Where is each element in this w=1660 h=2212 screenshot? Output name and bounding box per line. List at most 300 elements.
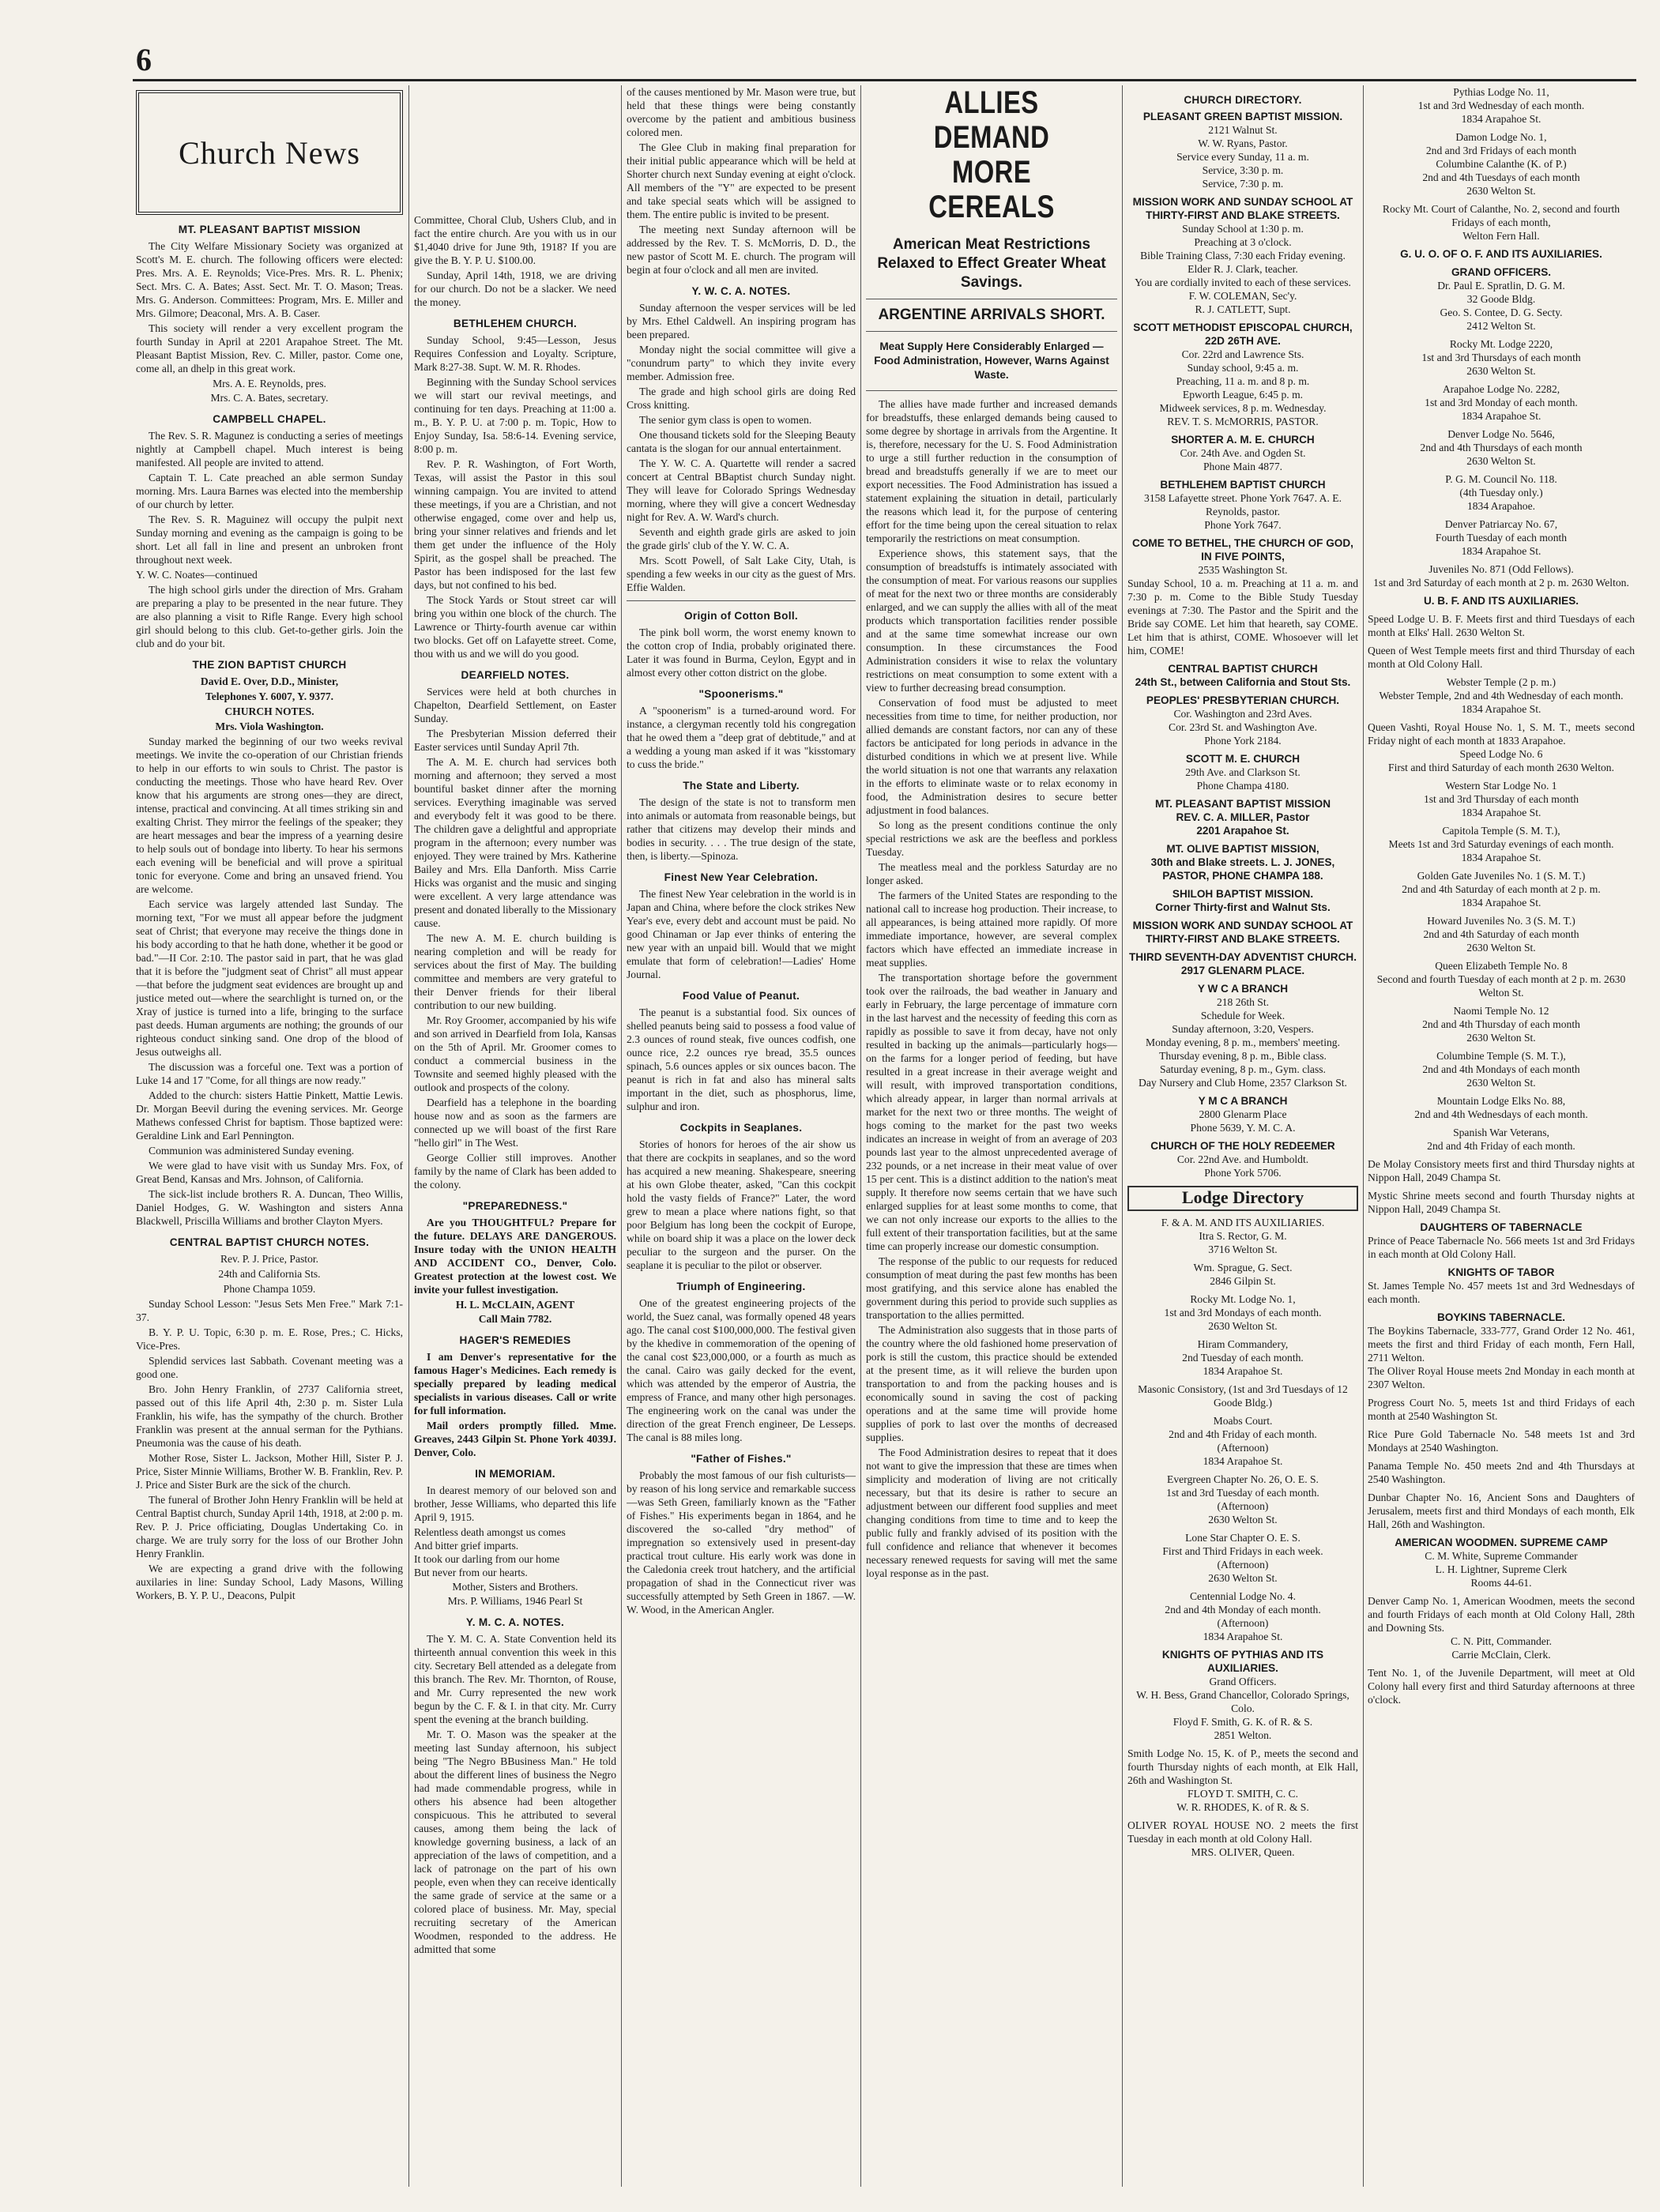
lodge-subheading: AMERICAN WOODMEN. SUPREME CAMP <box>1395 1537 1608 1548</box>
lodge-line: 1st and 3rd Monday of each month. <box>1425 397 1578 408</box>
paragraph: A "spoonerism" is a turned-around word. For instance, a clergyman recently told his congregation that he owed them a "deep grat of debtitude," and at a wedding a young man asked if it was "kisstomary to cuss the bride." <box>627 705 856 770</box>
lodge-line: C. M. White, Supreme Commander <box>1425 1550 1578 1562</box>
lodge-line: Spanish War Veterans, <box>1453 1127 1549 1138</box>
lodge-line: 1st and 3rd Mondays of each month. <box>1164 1307 1322 1319</box>
column-5 <box>1127 85 1358 2195</box>
section-heading: BETHLEHEM CHURCH. <box>453 318 578 329</box>
column-6 <box>1368 85 1635 2195</box>
directory-line: 2535 Washington St. <box>1198 564 1288 576</box>
poem-line: It took our darling from our home <box>414 1553 560 1565</box>
paragraph: Stories of honors for heroes of the air show us that there are cockpits in seaplanes, and so the word has acquired a new meaning. Shakespeare, sneering at his own Globe theater, asked, "Can this cockpit hold the vasty fields of France?" Later, the word grew to mean a place where nations fight, so that poor Belgium has long been the cockpit of Europe, while on board ship it was a place on the lower deck peculiar to the surgeon and the purser. On the seaplane it is peculiar to the pilot or observer. <box>627 1138 856 1271</box>
lodge-subheading: G. U. O. OF O. F. AND ITS AUXILIARIES. <box>1400 248 1602 260</box>
lodge-line: 2630 Welton St. <box>1466 365 1536 377</box>
directory-entry-name: SCOTT M. E. CHURCH <box>1185 753 1301 765</box>
lodge-line: Webster Temple, 2nd and 4th Wednesday of each month. <box>1379 690 1624 702</box>
lodge-line: OLIVER ROYAL HOUSE NO. 2 meets the first Tuesday in each month at old Colony Hall. <box>1127 1819 1358 1845</box>
directory-line: 218 26th St. <box>1216 996 1270 1008</box>
lodge-line: 2630 Welton St. <box>1466 185 1536 197</box>
directory-line: 2917 GLENARM PLACE. <box>1180 965 1305 976</box>
lodge-line: Fourth Tuesday of each month <box>1435 532 1568 544</box>
paragraph: We are expecting a grand drive with the following auxilaries in line: Sunday School, Lady Masons, Willing Workers, B. Y. P. U., Deacons, Pulpit <box>136 1563 403 1601</box>
column-rule <box>860 85 861 2187</box>
directory-line: Monday evening, 8 p. m., members' meeting. <box>1146 1036 1340 1048</box>
lodge-line: Columbine Calanthe (K. of P.) <box>1436 158 1567 170</box>
lodge-line: FLOYD T. SMITH, C. C. <box>1188 1788 1298 1800</box>
lodge-line: 2630 Welton St. <box>1466 942 1536 954</box>
paragraph: Mr. Roy Groomer, accompanied by his wife and son arrived in Dearfield from Iola, Kansas on the 5th of April. Mr. Groomer comes to conduct a commercial business in the Townsite and seemed highly pleased with the outlook and prospects of the colony. <box>414 1014 616 1093</box>
section-heading: Y. W. C. A. NOTES. <box>691 285 791 297</box>
directory-line: Cor. 24th Ave. and Ogden St. <box>1180 447 1306 459</box>
lodge-line: 2nd and 4th Saturday of each month <box>1423 928 1579 940</box>
lodge-line: P. G. M. Council No. 118. <box>1445 473 1557 485</box>
directory-entry-name: MT. OLIVE BAPTIST MISSION, <box>1166 843 1319 855</box>
directory-line: R. J. CATLETT, Supt. <box>1195 303 1291 315</box>
lodge-line: 1834 Arapahoe St. <box>1461 410 1541 422</box>
ad-signature: H. L. McCLAIN, AGENT <box>455 1299 575 1311</box>
paragraph: Rev. P. R. Washington, of Fort Worth, Texas, will assist the Pastor in this soul winning campaign. You are invited to attend these meetings, if you are a Christian, and not otherwise engaged, come over and help us, bring your sinner relatives and friends and let them get under the influence of the Holy Spirit, as the gospel shall be preached. The Pastor has been indisposed for the last few days, but not confined to his bed. <box>414 458 616 591</box>
lodge-line: Damon Lodge No. 1, <box>1455 131 1547 143</box>
lodge-line: 1834 Arapahoe St. <box>1461 807 1541 818</box>
paragraph: Monday night the social committee will give a "conundrum party" to which they invite every member. Admission free. <box>627 344 856 382</box>
directory-line: You are cordially invited to each of these services. <box>1135 276 1351 288</box>
paragraph: Each service was largely attended last Sunday. The morning text, "For we must all appear before the judgment seat of Christ; that everyone may receive the things done in his body according to that he hath done, whether it be good or bad."—II Cor. 2:10. The pastor said in part, that he was glad that it is before the "judgment seat of Christ" all must appear—that before the judgment seat evidences are brought up and justice meted out—where the searchlight is turned on, or the Xray of justice is turned into a life, bringing to the surface past deeds. Human arguments are nothing; the grounds of our righteous conduct sinking sand. One drop of the blood of Jesus outweighs all. <box>136 898 403 1058</box>
directory-entry-name: MISSION WORK AND SUNDAY SCHOOL AT THIRTY-FIRST AND BLAKE STREETS. <box>1132 196 1353 221</box>
headline: MORE CEREALS <box>928 155 1055 224</box>
lodge-line: 1834 Arapahoe St. <box>1461 897 1541 908</box>
lodge-line: Rocky Mt. Lodge No. 1, <box>1190 1293 1296 1305</box>
directory-line: Elder R. J. Clark, teacher. <box>1188 263 1298 275</box>
lodge-line: 32 Goode Bldg. <box>1466 293 1536 305</box>
lodge-subheading: GRAND OFFICERS. <box>1451 266 1552 278</box>
section-heading: Food Value of Peanut. <box>682 990 800 1002</box>
directory-line: Day Nursery and Club Home, 2357 Clarkson St. <box>1139 1077 1347 1089</box>
ad-text: I am Denver's representative for the famous Hager's Medicines. Each remedy is specially prepared by leading medical specialists in various diseases. Call or write for full information. <box>414 1351 616 1416</box>
paragraph: The new A. M. E. church building is nearing completion and will be ready for services about the first of May. The building committee and members are very grateful to their Denver friends for their liberal contribution to our new building. <box>414 932 616 1011</box>
directory-line: Schedule for Week. <box>1200 1010 1285 1021</box>
paragraph: Y. W. C. Noates—continued <box>136 569 258 581</box>
directory-line: Cor. 22rd and Lawrence Sts. <box>1181 348 1304 360</box>
section-heading: "Spoonerisms." <box>698 688 784 700</box>
subheading: Rev. P. J. Price, Pastor. <box>220 1253 319 1265</box>
lodge-line: Queen of West Temple meets first and third Thursday of each month at Old Colony Hall. <box>1368 645 1635 670</box>
lodge-line: Evergreen Chapter No. 26, O. E. S. <box>1167 1473 1319 1485</box>
paragraph: Splendid services last Sabbath. Covenant meeting was a good one. <box>136 1355 403 1380</box>
paragraph: Mr. T. O. Mason was the speaker at the meeting last Sunday afternoon, his subject being "The Negro BBusiness Man." He told about the different lines of business the Negro had made commendable progress, while in others his absence had been altogether conspicuous. This he attributed to several causes, among them being the lack of knowledge governing business, a lack of an appreciation of the laws of competition, and a lack of patronage on the part of his own people, even when they can receive identically the same grade of service at the same or a colored place of business. Mr. May, special recruiting secretary of the American Woodmen, responded to the address. He admitted that some <box>414 1729 616 1955</box>
paragraph: Beginning with the Sunday School services we will start our revival meetings, and continuing for ten days. Preaching at 11:00 a. m., B. Y. P. U. at 7:00 p. m. Topic, How to Enjoy Sunday, Isa. 58:6-14. Evening service, 8:00 p. m. <box>414 376 616 455</box>
subheading: 24th and California Sts. <box>218 1268 321 1280</box>
paragraph: The Rev. S. R. Maguinez will occupy the pulpit next Sunday morning and evening as the campaign is going to be short. Let all fall in line and present an unbroken front throughout next week. <box>136 514 403 566</box>
directory-line: Epworth League, 6:45 p. m. <box>1182 389 1304 401</box>
paragraph: One of the greatest engineering projects of the world, the Suez canal, was formally opened 48 years ago. The canal cost $100,000,000. The festival given by the khedive in commemoration of the opening of the canal cost $23,000,000, or a fourth as much as the canal. Cairo was gaily decked for the event, which was attended by the emperor of Austria, the empress of France, and many other high personages. The engineering work on the canal was under the direction of the great French engineer, De Lesseps. The canal is 88 miles long. <box>627 1297 856 1443</box>
poem-line: And bitter grief imparts. <box>414 1540 519 1552</box>
lodge-line: 2nd Tuesday of each month. <box>1182 1352 1304 1364</box>
section-heading: The State and Liberty. <box>683 780 800 792</box>
headline-deck: ARGENTINE ARRIVALS SHORT. <box>878 307 1105 323</box>
paragraph: Captain T. L. Cate preached an able sermon Sunday morning. Mrs. Laura Barnes was elected into the membership of our church by letter. <box>136 472 403 510</box>
paragraph: The grade and high school girls are doing Red Cross knitting. <box>627 386 856 411</box>
directory-line: Thursday evening, 8 p. m., Bible class. <box>1159 1050 1327 1062</box>
directory-entry-name: PEOPLES' PRESBYTERIAN CHURCH. <box>1146 694 1340 706</box>
paragraph: The allies have made further and increased demands for breadstuffs, these enlarged demands being caused to some degree by shortage in arrivals from the Argentine. It is, therefore, necessary for the U. S. Food Administration to urge a still further reduction in the consumption of bread and breadstuffs generally if we are to meet our export necessities. The Food Administration has issued a statement explaining the situation in detail, particularly the reasons which lead it, for the purpose of centering effort for the time being upon the cereal situation to relax temporarily the restrictions on meat consumption. <box>866 398 1117 544</box>
lodge-line: Hiram Commandery, <box>1197 1338 1289 1350</box>
subheading: David E. Over, D.D., Minister, <box>200 675 339 687</box>
lodge-line: St. James Temple No. 457 meets 1st and 3rd Wednesdays of each month. <box>1368 1280 1635 1305</box>
lodge-line: Denver Patriarcay No. 67, <box>1444 518 1558 530</box>
lodge-line: 3716 Welton St. <box>1208 1243 1278 1255</box>
paragraph: The Administration also suggests that in those parts of the country where the old fashioned home preservation of pork is still the custom, this practice should be extended at the present time, as it will relieve the burden upon transportation to and from the packing houses and is economically sound in saving the cost of packing operations and at the same time will provide home supplies of pork to last over the months of decreased supplies. <box>866 1324 1117 1443</box>
lodge-line: Mystic Shrine meets second and fourth Thursday nights at Nippon Hall, 2049 Champa St. <box>1368 1190 1635 1215</box>
lodge-line: Denver Camp No. 1, American Woodmen, meets the second and fourth Fridays of each month at Old Colony Hall, 28th and Downing Sts. <box>1368 1595 1635 1634</box>
section-heading: THE ZION BAPTIST CHURCH <box>192 659 347 671</box>
paragraph: The Food Administration desires to repeat that it does not want to give the impression that these are times when simplicity and moderation of living are not critically necessary, but that its desire is rather to secure an adjustment between our different food supplies and meet changing conditions from time to time and to keep the public fully and frankly advised of its position with the full confidence and reliance that whenever it becomes necessary renewed requests for saving will met the same loyal response as in the past. <box>866 1446 1117 1579</box>
lodge-line: C. N. Pitt, Commander. <box>1450 1635 1552 1647</box>
paragraph: Experience shows, this statement says, that the consumption of breadstuffs is intimately associated with the consumption of meat. For various reasons our supplies of meat for the next two or three months are considerably enlarged, and we can supply the allies with all of the meat products which transportation facilities render possible and at the same time somewhat increase our own consumption. In these circumstances the Food Administration considers it wise to relax the voluntary restrictions on meat consumption to some extent with a view to further decreasing bread consumption. <box>866 547 1117 694</box>
directory-line: 30th and Blake streets. L. J. JONES, PASTOR, PHONE CHAMPA 188. <box>1150 856 1335 882</box>
lodge-line: (Afternoon) <box>1217 1500 1269 1512</box>
lodge-line: 1st and 3rd Tuesday of each month. <box>1166 1487 1319 1499</box>
lodge-subheading: KNIGHTS OF PYTHIAS AND ITS AUXILIARIES. <box>1161 1649 1324 1674</box>
paragraph: The senior gym class is open to women. <box>639 414 812 426</box>
directory-line: 3158 Lafayette street. Phone York 7647. A. E. Reynolds, pastor. <box>1144 492 1342 517</box>
paragraph: The Presbyterian Mission deferred their Easter services until Sunday April 7th. <box>414 728 616 753</box>
lodge-line: Smith Lodge No. 15, K. of P., meets the second and fourth Thursday nights of each month, at Elk Hall, 26th and Washington St. <box>1127 1747 1358 1786</box>
directory-line: Sunday afternoon, 3:20, Vespers. <box>1172 1023 1314 1035</box>
column-rule <box>408 85 409 2187</box>
lodge-line: 1834 Arapahoe St. <box>1461 703 1541 715</box>
lodge-line: Welton Fern Hall. <box>1462 230 1540 242</box>
signature: Mrs. P. Williams, 1946 Pearl St <box>447 1595 583 1607</box>
paragraph: This society will render a very excellent program the fourth Sunday in April at 2201 Arapahoe Street. The Mt. Pleasant Baptist Mission, Rev. C. Miller, pastor. Come one, come all, an dhelp in this great work. <box>136 322 403 374</box>
paragraph: Sunday marked the beginning of our two weeks revival meetings. We invite the co-operation of our Christian friends to help in our efforts to win souls to Christ. The pastor is conducting the meetings. Those who have heard Rev. Over know that his arguments are strong ones—they are direct, intense, practical and convincing. At all times striking sin and exalting Christ. They mirror the feelings of the speaker; they are heart messages and bear the impress of a yearning desire to help souls out of bondage into liberty. To hear his sermons each evening will be beneficial and will prove a spiritual tonic for everyone. Come and bring an unsaved friend. You are welcome. <box>136 735 403 895</box>
section-heading: Finest New Year Celebration. <box>664 871 819 883</box>
directory-line: Service every Sunday, 11 a. m. <box>1176 151 1309 163</box>
lodge-line: Panama Temple No. 450 meets 2nd and 4th Thursdays at 2540 Washington. <box>1368 1460 1635 1485</box>
lodge-line: 2nd and 3rd Fridays of each month <box>1425 145 1577 156</box>
directory-line: Phone 5639, Y. M. C. A. <box>1190 1122 1296 1134</box>
lodge-line: Lone Star Chapter O. E. S. <box>1185 1532 1301 1544</box>
lodge-line: The Boykins Tabernacle, 333-777, Grand Order 12 No. 461, meets the first and third Friday of each month, Fern Hall, 2711 Welton. <box>1368 1325 1635 1364</box>
lodge-line: W. R. RHODES, K. of R. & S. <box>1176 1801 1309 1813</box>
directory-line: REV. C. A. MILLER, Pastor <box>1176 811 1310 823</box>
lodge-line: MRS. OLIVER, Queen. <box>1191 1846 1295 1858</box>
paragraph: of the causes mentioned by Mr. Mason were true, but held that these things were being constantly overcome by the patient and ambitious business colored men. <box>627 86 856 138</box>
lodge-subheading: KNIGHTS OF TABOR <box>1447 1266 1555 1278</box>
directory-line: Cor. Washington and 23rd Aves. <box>1173 708 1312 720</box>
lodge-line: 2nd and 4th Wednesdays of each month. <box>1414 1108 1588 1120</box>
lodge-subheading: DAUGHTERS OF TABERNACLE <box>1420 1221 1583 1233</box>
lodge-line: Naomi Temple No. 12 <box>1453 1005 1549 1017</box>
separator <box>866 331 1117 332</box>
directory-entry-name: SHILOH BAPTIST MISSION. <box>1172 888 1314 900</box>
directory-line: 2121 Walnut St. <box>1208 124 1278 136</box>
directory-entry-name: CENTRAL BAPTIST CHURCH <box>1168 663 1318 675</box>
lodge-line: Juveniles No. 871 (Odd Fellows). <box>1429 563 1574 575</box>
directory-line: Cor. 23rd St. and Washington Ave. <box>1169 721 1317 733</box>
paragraph: Mrs. Scott Powell, of Salt Lake City, Utah, is spending a few weeks in our city as the guest of Mrs. Effie Walden. <box>627 555 856 593</box>
lodge-line: The Oliver Royal House meets 2nd Monday in each month at 2307 Welton. <box>1368 1365 1635 1390</box>
lodge-line: 2nd and 4th Mondays of each month <box>1422 1063 1580 1075</box>
ad-text: Mail orders promptly filled. Mme. Greaves, 2443 Gilpin St. Phone York 4039J. Denver, Colo. <box>414 1420 616 1458</box>
lodge-line: 2630 Welton St. <box>1208 1320 1278 1332</box>
lodge-line: Masonic Consistory, (1st and 3rd Tuesdays of 12 Goode Bldg.) <box>1138 1383 1348 1409</box>
directory-entry-name: MT. PLEASANT BAPTIST MISSION <box>1154 798 1331 810</box>
lodge-line: 1834 Arapahoe St. <box>1203 1365 1283 1377</box>
lodge-line: 2630 Welton St. <box>1466 1077 1536 1089</box>
paragraph: The meeting next Sunday afternoon will be addressed by the Rev. T. S. McMorris, D. D., the new pastor of Scott M. E. church. The program will begin at four o'clock and all men are invited. <box>627 224 856 276</box>
lodge-line: Meets 1st and 3rd Saturday evenings of each month. <box>1388 838 1614 850</box>
lodge-line: Western Star Lodge No. 1 <box>1445 780 1557 792</box>
section-heading: IN MEMORIAM. <box>475 1468 555 1480</box>
church-news-title: Church News <box>179 134 360 171</box>
directory-line: Service, 7:30 p. m. <box>1202 178 1284 190</box>
section-heading: "Father of Fishes." <box>691 1453 792 1465</box>
lodge-line: L. H. Lightner, Supreme Clerk <box>1435 1563 1568 1575</box>
directory-entry-name: CHURCH OF THE HOLY REDEEMER <box>1150 1140 1335 1152</box>
directory-line: Phone York 7647. <box>1204 519 1282 531</box>
paragraph: Conservation of food must be adjusted to meet necessities from time to time, for neither production, nor allied demands are constant factors, nor can any of these factors be anticipated for long periods in advance in the disturbed conditions in which we at present live. While the world situation is not one that warrants any relaxation in the efforts to eliminate waste or to relax economy in food, the Administration desires to secure better adjustment in food balances. <box>866 697 1117 816</box>
paragraph: In dearest memory of our beloved son and brother, Jesse Williams, who departed this life April 9, 1915. <box>414 1484 616 1523</box>
lodge-line: 1834 Arapahoe St. <box>1203 1455 1283 1467</box>
lodge-line: Second and fourth Tuesday of each month at 2 p. m. 2630 Welton St. <box>1376 973 1626 999</box>
paragraph: The pink boll worm, the worst enemy known to the cotton crop of India, probably originated there. Later it was found in Burma, Ceylon, Egypt and in almost every other cotton district on the globe. <box>627 626 856 679</box>
lodge-directory-banner <box>1127 1186 1358 1211</box>
directory-line: Sunday School, 10 a. m. Preaching at 11 a. m. and 7:30 p. m. Come to the Bible Study Tuesday evenings at 7:30. The Pastor and the Spirit and the Bride say COME. Let him that heareth, say COME. Let him that is athirst, COME. Whosoever will let him, COME! <box>1127 577 1358 656</box>
column-3 <box>627 85 856 2195</box>
lodge-line: (Afternoon) <box>1217 1442 1269 1454</box>
paragraph: The meatless meal and the porkless Saturday are no longer asked. <box>866 861 1117 886</box>
directory-line: Phone Main 4877. <box>1203 461 1283 472</box>
directory-line: Saturday evening, 8 p. m., Gym. class. <box>1160 1063 1326 1075</box>
lodge-line: Howard Juveniles No. 3 (S. M. T.) <box>1427 915 1575 927</box>
paragraph: The Stock Yards or Stout street car will bring you within one block of the church. The Lawrence or Thirty-fourth avenue car within two blocks. Get off on Lafayette street. Come, thou with us and we will do you good. <box>414 594 616 660</box>
paragraph: The finest New Year celebration in the world is in Japan and China, where before the clock strikes New Year's eve, every debt and account must be paid. No good Chinaman or Jap ever thinks of entering the new year with an unpaid bill. Would that we might emulate that form of celebration!—Ladies' Home Journal. <box>627 888 856 980</box>
ad-heading: HAGER'S REMEDIES <box>459 1334 571 1346</box>
lodge-line: Rocky Mt. Court of Calanthe, No. 2, second and fourth Fridays of each month, <box>1382 203 1620 228</box>
lodge-line: 2851 Welton. <box>1214 1729 1272 1741</box>
directory-entry-name: SHORTER A. M. E. CHURCH <box>1171 434 1315 446</box>
lodge-line: (Afternoon) <box>1217 1559 1269 1571</box>
column-1 <box>136 85 403 2195</box>
lodge-line: 1834 Arapahoe St. <box>1461 545 1541 557</box>
top-rule <box>133 79 1636 81</box>
paragraph: One thousand tickets sold for the Sleeping Beauty cantata is the slogan for our annual entertainment. <box>627 429 856 454</box>
directory-entry-name: SCOTT METHODIST EPISCOPAL CHURCH, 22D 26TH AVE. <box>1133 322 1353 347</box>
lodge-line: Progress Court No. 5, meets 1st and third Fridays of each month at 2540 Washington St. <box>1368 1397 1635 1422</box>
subheading: CHURCH NOTES. <box>224 705 314 717</box>
paragraph: The discussion was a forceful one. Text was a portion of Luke 14 and 17 "Come, for all things are now ready." <box>136 1061 403 1086</box>
lodge-line: 1st and 3rd Thursday of each month <box>1423 793 1579 805</box>
directory-line: 2201 Arapahoe St. <box>1196 825 1289 837</box>
headline-deck: Meat Supply Here Considerably Enlarged — Food Administration, However, Warns Against Waste. <box>874 340 1109 381</box>
directory-line: Phone York 5706. <box>1204 1167 1282 1179</box>
signature: Mother, Sisters and Brothers. <box>452 1581 578 1593</box>
directory-line: 2800 Glenarm Place <box>1199 1108 1287 1120</box>
directory-line: Cor. 22nd Ave. and Humboldt. <box>1176 1153 1309 1165</box>
lodge-line: Queen Vashti, Royal House No. 1, S. M. T., meets second Friday night of each month at 1833 Arapahoe. <box>1368 721 1635 747</box>
lodge-line: Dr. Paul E. Spratlin, D. G. M. <box>1437 280 1565 292</box>
directory-line: Bible Training Class, 7:30 each Friday evening. <box>1140 250 1346 261</box>
paragraph: The peanut is a substantial food. Six ounces of shelled peanuts being said to possess a food value of 2.3 ounces of round steak, five ounces codfish, one ounce rice, 2.2 ounces rye bread, 35.5 ounces spinach, 5.6 ounces apples or six ounces bacon. The peanut is rich in fat and also has mineral salts important in the diet, such as phosphorus, lime, sulphur and iron. <box>627 1006 856 1112</box>
paragraph: Seventh and eighth grade girls are asked to join the grade girls' club of the Y. W. C. A. <box>627 526 856 551</box>
lodge-line: 1834 Arapahoe. <box>1466 500 1536 512</box>
lodge-line: 1st and 3rd Thursdays of each month <box>1421 352 1581 363</box>
lodge-line: Rice Pure Gold Tabernacle No. 548 meets 1st and 3rd Mondays at 2540 Washington. <box>1368 1428 1635 1454</box>
paragraph: The high school girls under the direction of Mrs. Graham are preparing a play to be presented in the near future. They are also planning a visit to Rifle Range. Every high school girl should belong to this club. Get-to-gether girls. Join the club and do your bit. <box>136 584 403 649</box>
headline-deck: American Meat Restrictions Relaxed to Effect Greater Wheat Savings. <box>877 236 1106 291</box>
directory-entry-name: Y M C A BRANCH <box>1198 1095 1288 1107</box>
lodge-line: Speed Lodge U. B. F. Meets first and third Tuesdays of each month at Elks' Hall. 2630 Welton St. <box>1368 613 1635 638</box>
paragraph: So long as the present conditions continue the only special restrictions we ask are the beefless and porkless Tuesday. <box>866 819 1117 858</box>
ad-heading: "PREPAREDNESS." <box>462 1200 568 1212</box>
directory-entry-name: PLEASANT GREEN BAPTIST MISSION. <box>1142 111 1343 122</box>
section-heading: Triumph of Engineering. <box>676 1281 806 1292</box>
lodge-line: 1st and 3rd Wednesday of each month. <box>1417 100 1585 111</box>
section-heading: Y. M. C. A. NOTES. <box>465 1616 565 1628</box>
paragraph: The Y. M. C. A. State Convention held its thirteenth annual convention this week in this city. Secretary Bell attended as a delegate from this branch. The Rev. Mr. Thornton, of Rouse, and Mr. Curry represented the new work begun by the C. F. & I. in that city. Mr. Curry spent the evening at the branch building. <box>414 1633 616 1725</box>
subheading: Mrs. Viola Washington. <box>215 720 324 732</box>
lodge-line: Mountain Lodge Elks No. 88, <box>1436 1095 1566 1107</box>
directory-line: Phone York 2184. <box>1204 735 1282 747</box>
paragraph: Sunday School, 9:45—Lesson, Jesus Requires Confession and Loyalty. Scripture, Mark 8:27-38. Supt. W. M. R. Rhodes. <box>414 334 616 373</box>
lodge-line: (Afternoon) <box>1217 1617 1269 1629</box>
directory-entry-name: COME TO BETHEL, THE CHURCH OF GOD, IN FIVE POINTS, <box>1132 537 1353 562</box>
separator <box>866 390 1117 391</box>
paragraph: Services were held at both churches in Chapelton, Dearfield Settlement, on Easter Sunday. <box>414 686 616 724</box>
lodge-line: 2nd and 4th Friday of each month. <box>1427 1140 1575 1152</box>
lodge-line: 2nd and 4th Monday of each month. <box>1165 1604 1321 1616</box>
lodge-line: 1st and 3rd Saturday of each month at 2 p. m. 2630 Welton. <box>1373 577 1629 589</box>
section-heading: Cockpits in Seaplanes. <box>679 1122 803 1134</box>
paragraph: The transportation shortage before the government took over the railroads, the bad weather in January and early in February, the large percentage of immature corn in the last harvest and the necessity of feeding this corn as rapidly as possible to save it from decay, have not only resulted in backing up the animals—particularly hogs—on the farms for a longer period of feeding, but have resulted in a great increase in their average weight and will result, with improved transportation conditions, which already appear, in larger than normal arrivals at market for the next two or three months. The weight of hogs coming to the market for the past two weeks indicates an increase in weight of from an average of 203 pounds last year to the almost unprecedented average of 232 pounds, or a net increase in their meat value of over 15 per cent. This is a distinct addition to the nation's meat supply. It therefore now seems certain that we have such enlarged supplies for at least some months to come, that we can not only increase our exports to the allies to the full extent of their transportation facilities, but at the same time can properly increase our domestic consumption. <box>866 972 1117 1252</box>
lodge-line: Golden Gate Juveniles No. 1 (S. M. T.) <box>1417 870 1586 882</box>
paragraph: B. Y. P. U. Topic, 6:30 p. m. E. Rose, Pres.; C. Hicks, Vice-Pres. <box>136 1326 403 1352</box>
lodge-line: W. H. Bess, Grand Chancellor, Colorado Springs, Colo. <box>1136 1689 1349 1714</box>
lodge-line: Floyd F. Smith, G. K. of R. & S. <box>1173 1716 1313 1728</box>
lodge-line: Grand Officers. <box>1209 1676 1277 1687</box>
ad-text: Are you THOUGHTFUL? Prepare for the future. DELAYS ARE DANGEROUS. Insure today with the UNION HEALTH AND ACCIDENT CO., Denver, Colo. Greatest protection at the lowest cost. We invite your fullest investigation. <box>414 1217 616 1296</box>
directory-line: Preaching at 3 o'clock. <box>1194 236 1292 248</box>
lodge-line: Geo. S. Contee, D. G. Secty. <box>1440 307 1563 318</box>
directory-line: Corner Thirty-first and Walnut Sts. <box>1155 901 1331 913</box>
paragraph: The Y. W. C. A. Quartette will render a sacred concert at Central BBaptist church Sunday night. They will leave for Colorado Springs Wednesday morning, where they will give a concert Wednesday night for Rev. A. W. Ward's church. <box>627 457 856 523</box>
lodge-line: Queen Elizabeth Temple No. 8 <box>1435 960 1568 972</box>
directory-line: Service, 3:30 p. m. <box>1202 164 1284 176</box>
signature: Mrs. A. E. Reynolds, pres. <box>213 378 326 389</box>
lodge-line: 2630 Welton St. <box>1208 1572 1278 1584</box>
column-4 <box>866 85 1117 2195</box>
subheading: Phone Champa 1059. <box>223 1283 316 1295</box>
lodge-line: Wm. Sprague, G. Sect. <box>1193 1262 1293 1273</box>
paragraph: Added to the church: sisters Hattie Pinkett, Mattie Lewis. Dr. Morgan Beevil during the evening services. Mr. George Mathews confessed Christ for baptism. Those baptized were: Geraldine Link and Earl Pennington. <box>136 1089 403 1142</box>
directory-line: W. W. Ryans, Pastor. <box>1198 137 1288 149</box>
paragraph: The sick-list include brothers R. A. Duncan, Theo Willis, Daniel Hodges, G. W. Washington and sisters Anna Blackwell, Priscilla Williams and brother Clayton Myers. <box>136 1188 403 1227</box>
paragraph: Sunday School Lesson: "Jesus Sets Men Free." Mark 7:1-37. <box>136 1298 403 1323</box>
lodge-line: 2nd and 4th Thursdays of each month <box>1420 442 1583 453</box>
lodge-line: 2nd and 4th Friday of each month. <box>1169 1428 1317 1440</box>
paragraph: The response of the public to our requests for reduced consumption of meat during the past few months has been most gratifying, and this service alone has enabled the government during this period to provide such supplies as transportation to the allies permitted. <box>866 1255 1117 1321</box>
column-rule <box>1363 85 1364 2187</box>
lodge-line: Arapahoe Lodge No. 2282, <box>1442 383 1560 395</box>
paragraph: Mother Rose, Sister L. Jackson, Mother Hill, Sister P. J. Price, Sister Minnie Williams, Brother W. B. Franklin, Rev. P. J. Price and Sister Burk are the sick of the church. <box>136 1452 403 1491</box>
section-heading: DEARFIELD NOTES. <box>461 669 570 681</box>
directory-line: REV. T. S. McMORRIS, PASTOR. <box>1167 416 1319 427</box>
paragraph: We were glad to have visit with us Sunday Mrs. Fox, of Great Bend, Kansas and Mrs. Johnson, of California. <box>136 1160 403 1185</box>
signature: Mrs. C. A. Bates, secretary. <box>210 392 329 404</box>
page-number: 6 <box>136 42 152 77</box>
directory-line: Preaching, 11 a. m. and 8 p. m. <box>1176 375 1310 387</box>
lodge-line: Webster Temple (2 p. m.) <box>1446 676 1556 688</box>
directory-title: CHURCH DIRECTORY. <box>1184 94 1302 106</box>
directory-line: 29th Ave. and Clarkson St. <box>1185 766 1301 778</box>
paragraph: Committee, Choral Club, Ushers Club, and in fact the entire church. Are you with us in our $1,4040 drive for June 9th, 1918? If you are give the B. Y. P. U. $100.00. <box>414 214 616 266</box>
subheading: Telephones Y. 6007, Y. 9377. <box>205 690 334 702</box>
paragraph: Bro. John Henry Franklin, of 2737 California street, passed out of this life April 4th, 2:30 p. m. Sister Lula Franklin, his wife, has the sympathy of the church. Brother Franklin was present at the annual serman for the Pythians. Pneumonia was the cause of his death. <box>136 1383 403 1449</box>
directory-line: Sunday school, 9:45 a. m. <box>1187 362 1299 374</box>
directory-line: Sunday School at 1:30 p. m. <box>1182 223 1304 235</box>
paragraph: The funeral of Brother John Henry Franklin will be held at Central Baptist church, Sunday April 14th, 1918, at 2:00 p. m. Rev. P. J. Price officiating, Douglas Undertaking Co. in charge. We are truly sorry for the loss of our Brother John Henry Franklin. <box>136 1494 403 1559</box>
directory-line: Midweek services, 8 p. m. Wednesday. <box>1159 402 1327 414</box>
section-heading: CENTRAL BAPTIST CHURCH NOTES. <box>169 1236 370 1248</box>
lodge-line: Prince of Peace Tabernacle No. 566 meets 1st and 3rd Fridays in each month at Old Colony Hall. <box>1368 1235 1635 1260</box>
lodge-line: 2nd and 4th Tuesdays of each month <box>1422 171 1580 183</box>
column-rule <box>1122 85 1123 2187</box>
paragraph: The Rev. S. R. Magunez is conducting a series of meetings nightly at Campbell chapel. Much interest is being manifested. All people are invited to attend. <box>136 430 403 468</box>
lodge-line: Carrie McClain, Clerk. <box>1451 1649 1551 1661</box>
lodge-line: First and Third Fridays in each week. <box>1162 1545 1323 1557</box>
section-heading: Origin of Cotton Boll. <box>683 610 799 622</box>
paragraph: George Collier still improves. Another family by the name of Clark has been added to the colony. <box>414 1152 616 1191</box>
lodge-line: (4th Tuesday only.) <box>1459 487 1543 498</box>
paragraph: The design of the state is not to transform men into animals or automata from reasonable beings, but rather that citizens may develop their minds and bodies in security. . . . The true design of the state, then, is liberty.—Spinoza. <box>627 796 856 862</box>
paragraph: Probably the most famous of our fish culturists—by reason of his long service and remarkable success—was Seth Green, familiarly known as the "Father of Fishes." His experiments began in 1864, and he discovered the so-called "dry method" of impregnation so extensively used in present-day practical trout culture. His early work was done in the Caledonia creek trout hatchery, and the artificial propagation of shad in the Connecticut river was successfully attempted by Seth Green in 1867. —W. W. Wood, in the American Angler. <box>627 1469 856 1616</box>
lodge-line: Itra S. Rector, G. M. <box>1199 1230 1287 1242</box>
lodge-line: 2nd and 4th Thursday of each month <box>1422 1018 1580 1030</box>
lodge-line: 2630 Welton St. <box>1466 455 1536 467</box>
paragraph: The Glee Club in making final preparation for their initial public appearance which will be held at Shorter church next Sunday evening at eight o'clock. All members of the "Y" are expected to be present and take special seats which will be assigned to them. The entire public is invited to be present. <box>627 141 856 220</box>
paragraph: The farmers of the United States are responding to the national call to increase hog production. Their increase, to all appearances, is being attained more rapidly. Of more immediate importance, however, are several complex factors which have effected an immediate increase in meat supplies. <box>866 890 1117 969</box>
column-2 <box>414 213 616 2196</box>
lodge-line: 1834 Arapahoe St. <box>1461 852 1541 863</box>
lodge-line: 2412 Welton St. <box>1466 320 1536 332</box>
lodge-line: 2630 Welton St. <box>1466 1032 1536 1044</box>
lodge-directory-title: Lodge Directory <box>1181 1187 1304 1207</box>
paragraph: Sunday, April 14th, 1918, we are driving for our church. Do not be a slacker. We need the money. <box>414 269 616 308</box>
lodge-line: Moabs Court. <box>1213 1415 1273 1427</box>
lodge-subheading: BOYKINS TABERNACLE. <box>1436 1311 1566 1323</box>
paragraph: Sunday afternoon the vesper services will be led by Mrs. Ethel Caldwell. An inspiring program has been prepared. <box>627 302 856 340</box>
lodge-line: Speed Lodge No. 6 <box>1459 748 1543 760</box>
lodge-subheading: U. B. F. AND ITS AUXILIARIES. <box>1423 595 1579 607</box>
column-rule <box>621 85 622 2187</box>
headline: ALLIES DEMAND <box>933 85 1050 155</box>
paragraph: The City Welfare Missionary Society was organized at Scott's M. E. church. The following officers were elected: Pres. Mrs. A. E. Reynolds; Vice-Pres. Mrs. R. L. Phenix; Sect. Mrs. C. A. Bates; Asst. Sect. Mr. T. O. Mason; Treas. Mrs. G. Anderson. Committees: Program, Mrs. E. Miller and Mrs. Gilmore; Deaconal, Mrs. A. B. Caser. <box>136 240 403 319</box>
lodge-line: 1834 Arapahoe St. <box>1203 1631 1283 1642</box>
poem-line: Relentless death amongst us comes <box>414 1526 566 1538</box>
directory-line: Phone Champa 4180. <box>1196 780 1289 792</box>
directory-line: 24th St., between California and Stout Sts. <box>1135 676 1351 688</box>
poem-line: But never from our hearts. <box>414 1567 528 1578</box>
lodge-line: 1834 Arapahoe St. <box>1461 113 1541 125</box>
lodge-line: Rooms 44-61. <box>1470 1577 1532 1589</box>
lodge-line: Columbine Temple (S. M. T.), <box>1436 1050 1566 1062</box>
section-heading: CAMPBELL CHAPEL. <box>213 413 326 425</box>
ad-signature: Call Main 7782. <box>478 1313 552 1325</box>
separator <box>627 600 856 601</box>
church-news-banner <box>136 90 403 215</box>
paragraph: Dearfield has a telephone in the boarding house now and as soon as the farmers are connected up we will boast of the first Rare "hello girl" in The West. <box>414 1097 616 1149</box>
paragraph: Communion was administered Sunday evening. <box>149 1145 355 1157</box>
lodge-line: First and third Saturday of each month 2630 Welton. <box>1388 762 1614 773</box>
